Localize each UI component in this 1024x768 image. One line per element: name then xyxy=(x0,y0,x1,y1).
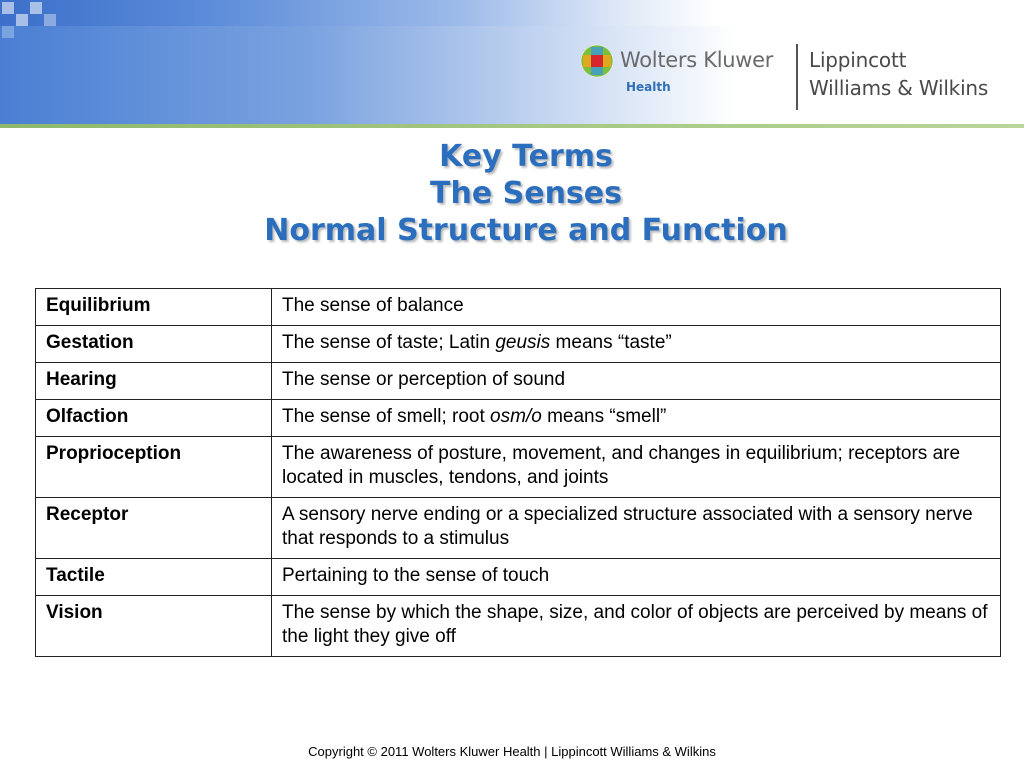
logo-company-name: Wolters Kluwer xyxy=(620,48,774,72)
logo-divider xyxy=(796,44,798,110)
definition-root-word: osm/o xyxy=(490,406,542,427)
definition-latin-word: geusis xyxy=(495,332,551,353)
definition-cell xyxy=(272,326,1001,363)
slide-title xyxy=(0,138,1024,249)
logo-imprint-line1: Lippincott xyxy=(809,48,907,72)
term-cell: Receptor xyxy=(36,498,272,559)
definition-cell: The sense or perception of sound xyxy=(272,363,1001,400)
term-cell: Tactile xyxy=(36,559,272,596)
term-cell: Hearing xyxy=(36,363,272,400)
key-terms-table xyxy=(35,288,1001,657)
logo-imprint-line2: Williams & Wilkins xyxy=(809,76,989,100)
wolters-kluwer-globe-icon xyxy=(580,44,614,78)
table-row xyxy=(36,437,1001,498)
table-row xyxy=(36,400,1001,437)
definition-cell: A sensory nerve ending or a specialized structure associated with a sensory nerve that responds to a stimulus xyxy=(272,498,1001,559)
definition-cell xyxy=(272,400,1001,437)
term-cell: Gestation xyxy=(36,326,272,363)
term-cell: Vision xyxy=(36,596,272,657)
table-row xyxy=(36,596,1001,657)
copyright-footer xyxy=(0,744,1024,759)
definition-text: means “taste” xyxy=(550,332,672,353)
title-line-1: Key Terms xyxy=(439,139,613,174)
definition-text: The sense of smell; root xyxy=(282,406,491,427)
definition-text: means “smell” xyxy=(541,406,667,427)
definition-cell: Pertaining to the sense of touch xyxy=(272,559,1001,596)
header-banner xyxy=(0,0,1024,128)
title-line-2: The Senses xyxy=(430,176,622,211)
table-row xyxy=(36,559,1001,596)
table-row xyxy=(36,326,1001,363)
table-row xyxy=(36,363,1001,400)
term-cell: Olfaction xyxy=(36,400,272,437)
title-line-3: Normal Structure and Function xyxy=(264,213,788,248)
header-top-band xyxy=(0,0,1024,26)
copyright-text: Copyright © 2011 Wolters Kluwer Health | Lippincott Williams & Wilkins xyxy=(308,744,716,759)
definition-cell: The awareness of posture, movement, and changes in equilibrium; receptors are located in muscles, tendons, and joints xyxy=(272,437,1001,498)
logo-division: Health xyxy=(626,80,671,94)
publisher-logo xyxy=(580,42,1020,114)
table-row xyxy=(36,289,1001,326)
term-cell: Proprioception xyxy=(36,437,272,498)
definition-cell: The sense of balance xyxy=(272,289,1001,326)
header-green-rule xyxy=(0,124,1024,128)
term-cell: Equilibrium xyxy=(36,289,272,326)
table-row xyxy=(36,498,1001,559)
definition-cell: The sense by which the shape, size, and color of objects are perceived by means of the light they give off xyxy=(272,596,1001,657)
definition-text: The sense of taste; Latin xyxy=(282,332,496,353)
